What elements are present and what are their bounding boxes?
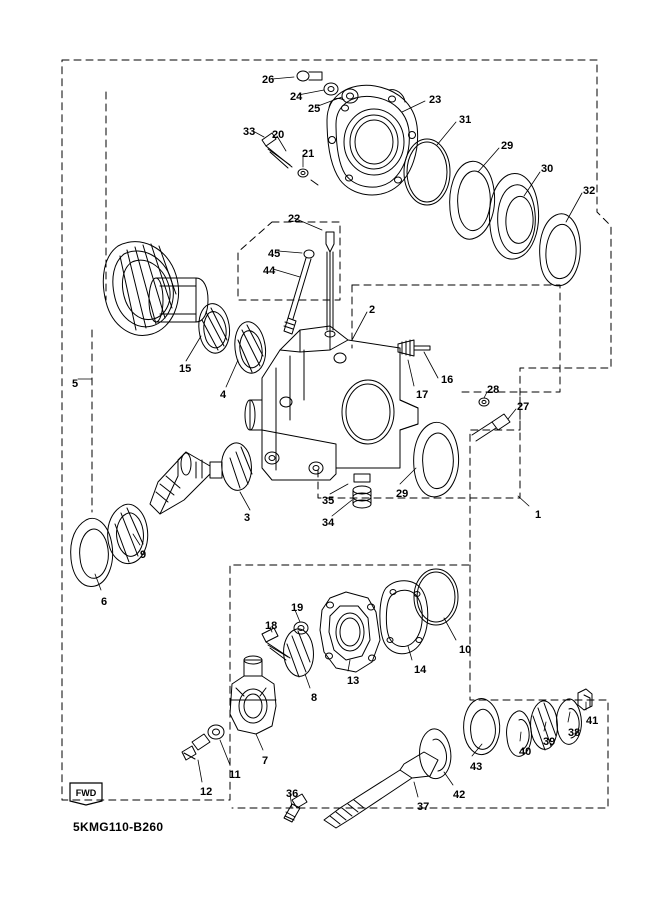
callout-number[interactable]: 3 <box>244 512 251 524</box>
callout-number[interactable]: 8 <box>311 692 318 704</box>
callout-number[interactable]: 32 <box>583 185 596 197</box>
callout-number[interactable]: 44 <box>263 265 276 277</box>
callout-number[interactable]: 29 <box>396 488 409 500</box>
callout-number[interactable]: 14 <box>414 664 427 676</box>
callout-number[interactable]: 10 <box>459 644 472 656</box>
callout-number[interactable]: 27 <box>517 401 530 413</box>
callout-number[interactable]: 19 <box>291 602 304 614</box>
callout-number[interactable]: 6 <box>101 596 108 608</box>
callout-number[interactable]: 5 <box>72 378 79 390</box>
callout-number[interactable]: 9 <box>140 549 147 561</box>
callout-number[interactable]: 1 <box>535 509 542 521</box>
callout-number[interactable]: 12 <box>200 786 213 798</box>
callout-number[interactable]: 4 <box>220 389 227 401</box>
callout-number[interactable]: 45 <box>268 248 281 260</box>
fwd-direction-badge <box>66 781 106 807</box>
callout-number[interactable]: 41 <box>586 715 599 727</box>
callout-number[interactable]: 21 <box>302 148 315 160</box>
callout-number[interactable]: 24 <box>290 91 303 103</box>
callout-number[interactable]: 29 <box>501 140 514 152</box>
callout-number[interactable]: 34 <box>322 517 335 529</box>
callout-number[interactable]: 38 <box>568 727 581 739</box>
callout-number[interactable]: 2 <box>369 304 376 316</box>
callout-number[interactable]: 28 <box>487 384 500 396</box>
callout-number[interactable]: 37 <box>417 801 430 813</box>
callout-number[interactable]: 43 <box>470 761 483 773</box>
callout-number[interactable]: 36 <box>286 788 299 800</box>
callout-number[interactable]: 16 <box>441 374 454 386</box>
fwd-label: FWD <box>75 788 97 798</box>
callout-number[interactable]: 30 <box>541 163 554 175</box>
callout-number[interactable]: 31 <box>459 114 472 126</box>
callout-number[interactable]: 26 <box>262 74 275 86</box>
callout-number[interactable]: 33 <box>243 126 256 138</box>
callout-number[interactable]: 20 <box>272 129 285 141</box>
callout-number[interactable]: 22 <box>288 213 301 225</box>
callout-number[interactable]: 39 <box>543 736 556 748</box>
callout-number[interactable]: 15 <box>179 363 192 375</box>
callout-number[interactable]: 17 <box>416 389 429 401</box>
callout-number[interactable]: 11 <box>229 769 241 781</box>
callout-number[interactable]: 42 <box>453 789 466 801</box>
callout-number[interactable]: 40 <box>519 746 532 758</box>
callout-number[interactable]: 18 <box>265 620 278 632</box>
callout-number[interactable]: 35 <box>322 495 335 507</box>
callout-number[interactable]: 23 <box>429 94 442 106</box>
part-code-label: 5KMG110-B260 <box>73 820 164 834</box>
callout-number[interactable]: 13 <box>347 675 360 687</box>
callout-number[interactable]: 25 <box>308 103 321 115</box>
callout-number[interactable]: 7 <box>262 755 269 767</box>
